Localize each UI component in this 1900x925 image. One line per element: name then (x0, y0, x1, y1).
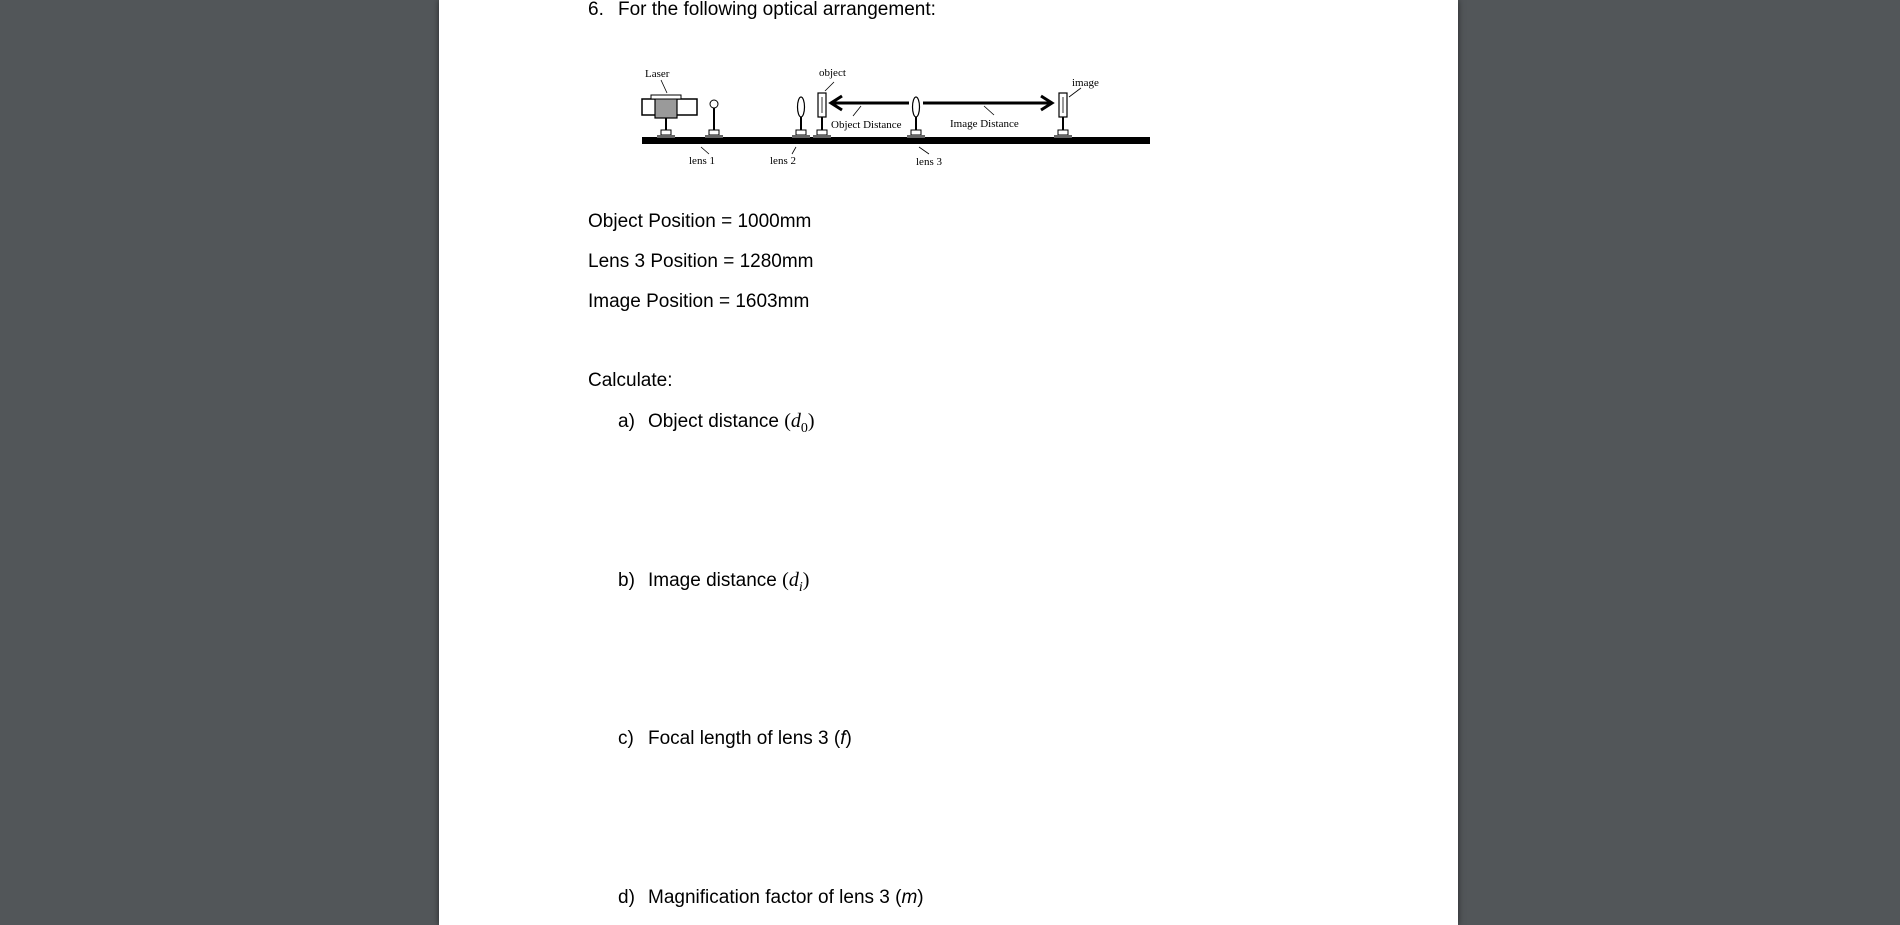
part-b: b) Image distance $(d_i)$ (618, 569, 810, 595)
part-text: Image distance (648, 570, 777, 591)
image-distance-arrow (923, 96, 1052, 115)
given-lens3-position: Lens 3 Position = 1280mm (588, 251, 814, 272)
question-6 (588, 0, 936, 21)
math-symbol: f (840, 728, 846, 749)
part-letter: d) (618, 887, 635, 908)
given-value: 1000mm (737, 211, 812, 232)
part-text: Magnification factor of lens 3 (648, 887, 890, 908)
math-symbol: d (790, 410, 801, 432)
document-page (439, 0, 1458, 925)
math-subscript: i (798, 579, 803, 595)
image-label: image (1072, 77, 1099, 89)
part-a: a) Object distance $(d_0)$ (618, 410, 815, 436)
given-label: Image Position (588, 291, 714, 312)
math-subscript: 0 (800, 420, 808, 436)
optical-rail (642, 137, 1150, 144)
given-label: Object Position (588, 211, 716, 232)
object-distance-label: Object Distance (831, 119, 902, 131)
math-symbol: d (788, 569, 799, 591)
part-text: Object distance (648, 411, 779, 432)
image-distance-label: Image Distance (950, 118, 1019, 130)
given-value: 1603mm (735, 291, 810, 312)
object-label: object (819, 67, 846, 79)
given-object-position: Object Position = 1000mm (588, 211, 812, 232)
given-image-position: Image Position = 1603mm (588, 291, 810, 312)
math-symbol: m (901, 887, 918, 908)
laser-label: Laser (645, 68, 670, 80)
part-letter: c) (618, 728, 634, 749)
question-number: 6. (588, 0, 604, 20)
lens-3-label: lens 3 (916, 156, 942, 168)
optical-arrangement-diagram (639, 62, 1159, 182)
part-letter: a) (618, 411, 635, 432)
image-screen-diagram (1054, 88, 1081, 138)
lens-1-diagram (701, 100, 723, 154)
lens-2-label: lens 2 (770, 155, 796, 167)
given-label: Lens 3 Position (588, 251, 718, 272)
laser-diagram (642, 80, 697, 138)
part-text: Focal length of lens 3 (648, 728, 829, 749)
part-letter: b) (618, 570, 635, 591)
given-value: 1280mm (739, 251, 814, 272)
part-c: c) Focal length of lens 3 (f) (618, 728, 852, 749)
question-text: For the following optical arrangement: (618, 0, 936, 20)
object-distance-arrow (831, 96, 909, 116)
lens-2-diagram (792, 97, 810, 154)
lens-3-diagram (907, 97, 929, 154)
calculate-heading: Calculate: (588, 370, 673, 391)
part-d: d) Magnification factor of lens 3 (m) (618, 887, 924, 908)
lens-1-label: lens 1 (689, 155, 715, 167)
